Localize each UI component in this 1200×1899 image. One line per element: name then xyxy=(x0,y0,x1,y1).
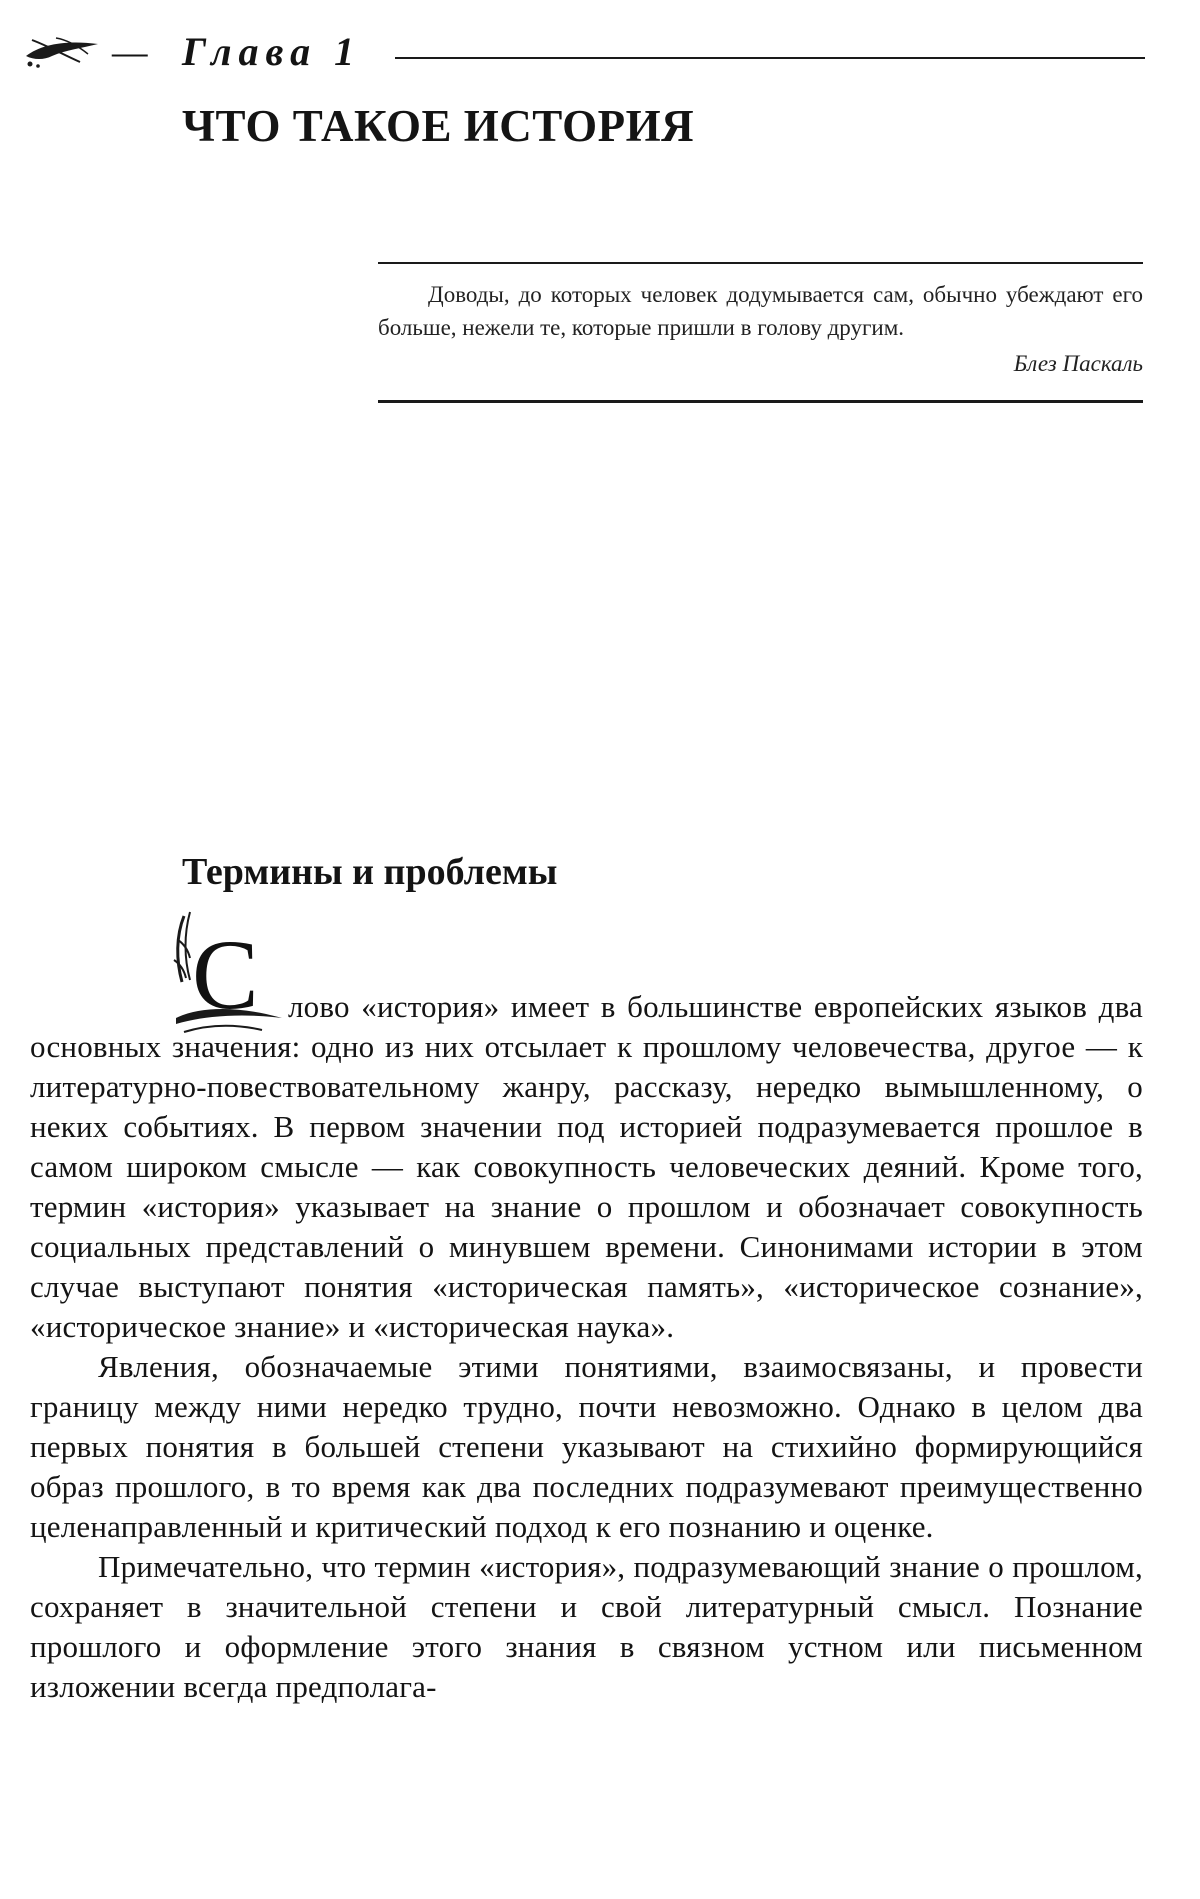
epigraph xyxy=(378,262,1143,403)
chapter-dash: — xyxy=(112,29,148,74)
section-heading: Термины и проблемы xyxy=(182,851,558,893)
paragraph: Примечательно, что термин «история», подразумевающий знание о прошлом, сохраняет в значительной степени и свой литературный смысл. Познание прошлого и оформление этого знания в связном устном или письменном изложении всегда предполага- xyxy=(30,1549,1143,1704)
epigraph-rule xyxy=(378,400,1143,403)
paragraph: Явления, обозначаемые этими понятиями, взаимосвязаны, и провести границу между ними нередко трудно, почти невозможно. Однако в целом два первых понятия в большей степени указывают на стихийно формирующийся образ прошлого, в то время как два последних подразумевают преимущественно целенаправленный и критический подход к его познанию и оценке. xyxy=(30,1349,1143,1544)
epigraph-author: Блез Паскаль xyxy=(1013,351,1143,376)
chapter-rule xyxy=(395,57,1145,59)
dropcap-letter: С xyxy=(192,919,259,1030)
chapter-label: Глава 1 xyxy=(182,29,362,74)
chapter-title: ЧТО ТАКОЕ ИСТОРИЯ xyxy=(182,101,695,151)
quill-ornament-icon xyxy=(22,30,102,70)
epigraph-text: Доводы, до которых человек додумывается сам, обычно убеждают его больше, нежели те, которые пришли в голову другим. xyxy=(378,282,1143,340)
paragraph: лово «история» имеет в большинстве европейских языков два основных значения: одно из них отсылает к прошлому человечества, другое — к литературно-повествовательному жанру, рассказу, нередко вымышленному, о неких событиях. В первом значении под историей подразумевается прошлое в самом широком смысле — как совокупность человеческих деяний. Кроме того, термин «история» указывает на знание о прошлом и обозначает совокупность социальных представлений о минувшем времени. Синонимами истории в этом случае выступают понятия «историческая память», «историческое сознание», «историческое знание» и «историческая наука». xyxy=(30,989,1143,1344)
section-body xyxy=(30,987,1143,1707)
